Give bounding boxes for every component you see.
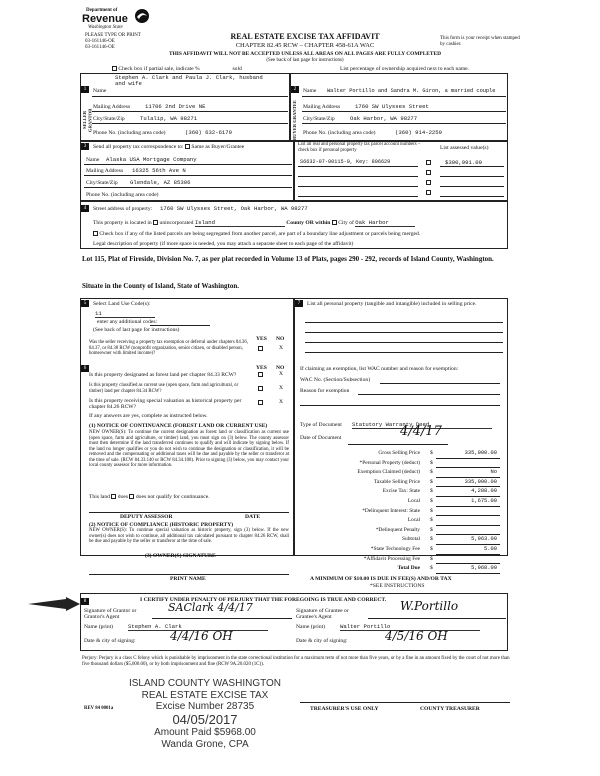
q-forest-no[interactable]: X	[279, 371, 284, 377]
yes-header-1: YES	[256, 336, 267, 342]
q-historic-no[interactable]: X	[279, 399, 284, 405]
unincorporated-checkbox[interactable]	[153, 220, 158, 225]
situate: Situate in the County of Island, State of Washington.	[82, 282, 240, 290]
q-current-yes[interactable]	[258, 386, 263, 391]
located-label: This property is located in	[93, 220, 152, 226]
stamp-line-4: 04/05/2017	[172, 711, 238, 727]
form-number-2: 03-161146-OE	[85, 45, 115, 50]
legal-label: Legal description of property (if more space is needed, you may attach a separate sheet to each page of the affidavit)	[93, 241, 354, 247]
stamp-line-5: Amount Paid $5968.00	[154, 727, 256, 739]
city-of-label: City of	[338, 220, 354, 226]
document-date-label: Date of Document	[300, 435, 342, 441]
county-label: County OR within	[286, 220, 331, 226]
calc-label-5: Local	[407, 498, 420, 504]
grantor-signature[interactable]: SAClark 4/4/17	[168, 601, 253, 614]
calc-value-3[interactable]: 335,000.00	[464, 478, 497, 485]
calc-label-12: Total Due	[397, 565, 420, 572]
dor-logo-swirl-icon	[134, 8, 150, 24]
segregation-label: Check box if any of the listed parcels are being segregated from another parcel, are part of a boundary line adjustment or parcels being merged.	[99, 231, 421, 237]
buyer-side-label: BUYER GRANTEE	[292, 100, 297, 140]
buyer-city-label: City/State/Zip	[303, 116, 335, 122]
calc-dollar-3: $	[430, 478, 433, 485]
land-does-checkbox[interactable]	[111, 494, 116, 499]
deputy-assessor: DEPUTY ASSESSOR	[120, 514, 173, 520]
partial-sale-sold: sold	[232, 66, 242, 72]
calc-dollar-1: $	[430, 459, 433, 466]
parcels-header: List all real and personal property tax parcel account numbers – check box if personal property	[298, 142, 421, 153]
parcel-checkbox-4[interactable]	[426, 190, 431, 195]
calc-value-12[interactable]: 5,968.00	[471, 565, 497, 572]
seller-city-label: City/State/Zip	[93, 116, 125, 122]
owner-signature-label: (3) OWNER(S) SIGNATURE	[145, 553, 216, 559]
receipt-note: This form is your receipt when stamped by cashier.	[440, 36, 520, 47]
calc-label-1: *Personal Property (deduct)	[359, 459, 420, 466]
grantor-name-print[interactable]: Stephen A. Clark	[128, 624, 268, 631]
minimum-note: A MINIMUM OF $10.00 IS DUE IN FEE(S) AND/OR TAX	[310, 576, 452, 582]
calc-dollar-10: $	[430, 546, 433, 552]
print-name-label: PRINT NAME	[170, 576, 206, 582]
seller-name[interactable]: Stephen A. Clark and Paula J. Clark, husband and wife	[115, 74, 263, 88]
tax-city[interactable]: Glendale, AZ 85306	[130, 179, 191, 186]
calc-value-2[interactable]: No	[490, 469, 497, 476]
buyer-phone-label: Phone No. (including area code)	[303, 130, 376, 136]
assessed-value-1[interactable]: $300,991.00	[445, 159, 482, 166]
land-use-code[interactable]: 11	[95, 311, 155, 318]
document-date[interactable]: 4/4/17	[400, 424, 442, 439]
tax-mailing[interactable]: 16325 56th Ave N	[132, 167, 186, 174]
seller-mailing-label: Mailing Address	[93, 104, 131, 110]
grantee-name-label: Name (print)	[296, 624, 326, 630]
grantee-sig-label: Signature of Grantee or Grantee's Agent	[296, 608, 349, 621]
if-yes-note: If any answers are yes, complete as instructed below.	[89, 413, 208, 419]
see-back-header: (See back of last page for instructions)	[266, 58, 344, 63]
located-row	[93, 220, 415, 227]
calc-label-4: Excise Tax: State	[382, 488, 420, 495]
calc-dollar-0: $	[430, 450, 433, 456]
certify-statement: I CERTIFY UNDER PENALTY OF PERJURY THAT THE FOREGOING IS TRUE AND CORRECT.	[140, 597, 387, 603]
no-header-2: NO	[276, 365, 285, 371]
yes-header-2: YES	[256, 365, 267, 371]
buyer-mailing[interactable]: 1760 SW Ulysses Street	[355, 103, 429, 110]
section-number-4: 4	[81, 205, 89, 212]
land-use-see-back: (See back of last page for instructions)	[93, 327, 180, 333]
calc-label-9: Subtotal	[402, 536, 420, 543]
no-header-1: NO	[276, 336, 285, 342]
section-number-5: 5	[81, 300, 89, 307]
parcel-checkbox-2[interactable]	[426, 170, 431, 175]
calc-dollar-9: $	[430, 536, 433, 543]
stamp-line-6: Wanda Grone, CPA	[161, 738, 249, 750]
q-exemption-no[interactable]: X	[279, 345, 284, 351]
parcel-checkbox-1[interactable]	[426, 160, 431, 165]
stamp-line-2: REAL ESTATE EXCISE TAX	[141, 689, 269, 701]
tax-mailing-label: Mailing Address	[86, 168, 124, 174]
land-use-additional: enter any additional codes:	[97, 319, 158, 325]
dor-logo-state: Washington State	[88, 25, 123, 30]
segregation-checkbox[interactable]	[93, 231, 98, 236]
stamp-line-3: Excise Number 28735	[155, 701, 255, 712]
same-as-buyer-checkbox[interactable]	[185, 144, 190, 149]
calc-label-6: *Delinquent Interest: State	[362, 507, 420, 514]
dor-logo	[82, 8, 152, 36]
grantee-date-label: Date & city of signing:	[296, 638, 348, 644]
calc-value-5[interactable]: 1,675.00	[471, 498, 497, 504]
buyer-name-label: Name	[303, 88, 317, 94]
calc-label-7: Local	[407, 517, 420, 524]
city-value[interactable]: Oak Harbor	[355, 220, 415, 227]
form-title: REAL ESTATE EXCISE TAX AFFIDAVIT	[230, 32, 380, 41]
tax-name[interactable]: Alaska USA Mortgage Company	[106, 156, 197, 163]
grantee-signature[interactable]: W.Portillo	[400, 599, 459, 613]
grantor-name-label: Name (print)	[84, 624, 114, 630]
q-exemption: Was the seller receiving a property tax exemption or deferral under chapters 84.36, 84.37, or 84.38 RCW (nonprofit organization, senior citizen, or disabled person, homeowner with limited income)?	[89, 340, 248, 357]
q-current-no[interactable]: X	[279, 385, 284, 391]
calc-dollar-12: $	[430, 565, 433, 572]
wac-label: WAC No. (Section/Subsection)	[300, 377, 371, 383]
tax-correspondence-label: Send all property tax correspondence to:	[93, 144, 184, 150]
rev-number: REV 84 0001a	[84, 706, 114, 711]
land-does-not-checkbox[interactable]	[129, 494, 134, 499]
grantor-sig-label: Signature of Grantor or Grantor's Agent	[84, 608, 137, 621]
parcel-checkbox-3[interactable]	[426, 180, 431, 185]
buyer-name[interactable]: Walter Portillo and Sandra M. Giron, a married couple	[327, 88, 496, 94]
dor-logo-revenue: Revenue	[82, 13, 128, 25]
see-instructions: *SEE INSTRUCTIONS	[370, 583, 425, 589]
section-number-7: 7	[295, 300, 303, 307]
section-number-1: 1	[81, 86, 89, 93]
treasurer-stamp	[110, 678, 300, 750]
buyer-mailing-label: Mailing Address	[303, 104, 341, 110]
calc-value-9[interactable]: 5,963.00	[471, 536, 497, 543]
calc-dollar-6: $	[430, 507, 433, 514]
reason-label: Reason for exemption	[300, 388, 350, 394]
q-forest: Is this property designated as forest land per chapter 84.33 RCW?	[89, 372, 237, 378]
seller-city[interactable]: Tulalip, WA 98271	[140, 115, 198, 122]
seller-side-label: SELLER GRANTOR	[82, 108, 93, 132]
calc-dollar-8: $	[430, 526, 433, 533]
seller-phone[interactable]: (360) 632-6179	[185, 129, 232, 136]
calc-dollar-4: $	[430, 488, 433, 495]
calc-value-4[interactable]: 4,288.00	[471, 488, 497, 495]
dor-logo-department: Department of	[86, 8, 118, 13]
section-number-8: 8	[81, 598, 89, 605]
grantor-date-label: Date & city of signing:	[84, 638, 136, 644]
street-label: Street address of property:	[93, 206, 153, 212]
q-current-use: Is this property classified as current use (open space, farm and agricultural, or timber) land per chapter 84.34 RCW?	[89, 383, 239, 394]
notice-historic-body: NEW OWNER(S): To continue special valuation as historic property, sign (3) below. If the new owner(s) does not wish to continue, all additional tax calculated pursuant to chapter 84.26 RCW, shall be due and payable by the seller or transferor at the time of sale.	[89, 528, 289, 545]
calc-label-10: *State Technology Fee	[370, 546, 420, 552]
partial-sale-row	[112, 66, 242, 72]
assessed-header: List assessed value(s)	[440, 145, 489, 151]
q-forest-yes[interactable]	[258, 372, 263, 377]
section-number-2: 2	[291, 86, 299, 93]
calc-label-11: *Affidavit Processing Fee	[363, 555, 420, 562]
notice-historic-title: (2) NOTICE OF COMPLIANCE (HISTORIC PROPERTY)	[89, 522, 234, 528]
calc-dollar-11: $	[430, 555, 433, 562]
seller-mailing[interactable]: 11706 2nd Drive NE	[145, 103, 206, 110]
form-chapter: CHAPTER 82.45 RCW – CHAPTER 458-61A WAC	[235, 42, 375, 49]
deputy-date: DATE	[245, 514, 261, 520]
tax-city-label: City/State/Zip	[86, 180, 118, 186]
land-use-select-label: Select Land Use Code(s):	[93, 301, 151, 307]
grantee-name-print[interactable]: Walter Portillo	[340, 624, 480, 631]
seller-name-label: Name	[93, 88, 107, 94]
parcel-number-1[interactable]: S6632-07-00115-0, Key: 806629	[300, 159, 391, 165]
grantor-date[interactable]: 4/4/16 OH	[170, 629, 233, 643]
calc-dollar-7: $	[430, 517, 433, 524]
section-number-6: 6	[81, 365, 89, 372]
calc-label-0: Gross Selling Price	[378, 450, 420, 456]
calc-dollar-2: $	[430, 469, 433, 476]
stamp-line-1: ISLAND COUNTY WASHINGTON	[128, 678, 282, 689]
calc-label-8: *Delinquent Penalty	[375, 526, 420, 533]
tax-phone-label: Phone No. (including area code)	[86, 192, 159, 198]
calc-value-10[interactable]: 5.00	[484, 546, 497, 552]
section-number-3: 3	[81, 143, 89, 150]
segregation-row	[93, 231, 503, 237]
buyer-phone[interactable]: (360) 914-2259	[395, 129, 442, 136]
personal-property-label: List all personal property (tangible and intangible) included in selling price.	[307, 301, 477, 307]
document-type[interactable]: Statutory Warranty Deed	[352, 422, 492, 429]
tax-name-label: Name	[86, 157, 100, 163]
q-historic-yes[interactable]	[258, 400, 263, 405]
partial-sale-label: Check box if partial sale, indicate %	[118, 66, 200, 72]
calc-label-3: Taxable Selling Price	[373, 478, 420, 485]
county-treasurer: COUNTY TREASURER	[420, 706, 480, 712]
notice-forest-body: NEW OWNER(S): To continue the current designation as forest land or classification as current use (open space, farm and agriculture, or timber) land, you must sign on (3) below. The county assessor must then determine if the land transferred continues to qualify and will indicate by signing below. If the land no longer qualifies or you do not wish to continue the designation or classification, it will be removed and the compensating or additional taxes will be due and payable by the seller or transferor at the time of sale. (RCW 84.33.140 or RCW 84.34.108). Prior to signing (3) below, you may contact your local county assessor for more information.	[89, 430, 289, 469]
land-does-label: does	[117, 494, 129, 500]
buyer-city[interactable]: Oak Harbor, WA 98277	[350, 115, 418, 122]
please-type: PLEASE TYPE OR PRINT	[85, 33, 141, 38]
land-label: This land	[89, 494, 110, 500]
exemption-label: If claiming an exemption, list WAC number and reason for exemption:	[300, 366, 459, 372]
q-historic: Is this property receiving special valuation as historical property per chapter 84.26 RCW?	[89, 398, 242, 411]
calc-label-2: Exemption Claimed (deduct)	[357, 469, 420, 476]
calc-dollar-5: $	[430, 498, 433, 504]
document-type-label: Type of Document	[300, 422, 342, 428]
form-number-1: 03-161146-OE	[85, 39, 115, 44]
q-exemption-yes[interactable]	[258, 346, 263, 351]
treasurer-use-only: TREASURER'S USE ONLY	[310, 706, 379, 712]
unincorporated-label: unincorporated	[159, 220, 194, 226]
land-qualify-row	[89, 494, 210, 500]
sign-here-arrow-icon	[28, 597, 80, 611]
property-street[interactable]: 1760 SW Ulysses Street, Oak Harbor, WA 98277	[160, 205, 308, 212]
form-warning: THIS AFFIDAVIT WILL NOT BE ACCEPTED UNLESS ALL AREAS ON ALL PAGES ARE FULLY COMPLETED	[168, 51, 441, 57]
same-as-buyer-label: Same as Buyer/Grantee	[191, 144, 245, 150]
city-checkbox[interactable]	[332, 220, 337, 225]
legal-description: Lot 115, Plat of Fireside, Division No. 7, as per plat recorded in Volume 13 of Plats, pages 290 - 292, records of Island County, Washington.	[82, 255, 494, 263]
tax-correspondence-row	[93, 144, 244, 150]
land-does-not-label: does not qualify for continuance.	[135, 494, 210, 500]
county-value[interactable]: Island	[195, 220, 285, 227]
seller-phone-label: Phone No. (including area code)	[93, 130, 166, 136]
grantee-date[interactable]: 4/5/16 OH	[385, 629, 448, 643]
perjury-notice: Perjury: Perjury is a class C felony which is punishable by imprisonment in the state correctional institution for a maximum term of not more than five years, or by a fine in an amount fixed by the court of not more than five thousand dollars ($5,000.00), or by both imprisonment and fine (RCW 9A.20.020 (1C)).	[82, 656, 510, 667]
partial-sale-checkbox[interactable]	[112, 66, 117, 71]
ownership-pct-note: List percentage of ownership acquired next to each name.	[340, 66, 470, 72]
calc-value-0[interactable]: 335,000.00	[464, 450, 497, 456]
notice-forest-title: (1) NOTICE OF CONTINUANCE (FOREST LAND OR CURRENT USE)	[89, 423, 268, 429]
